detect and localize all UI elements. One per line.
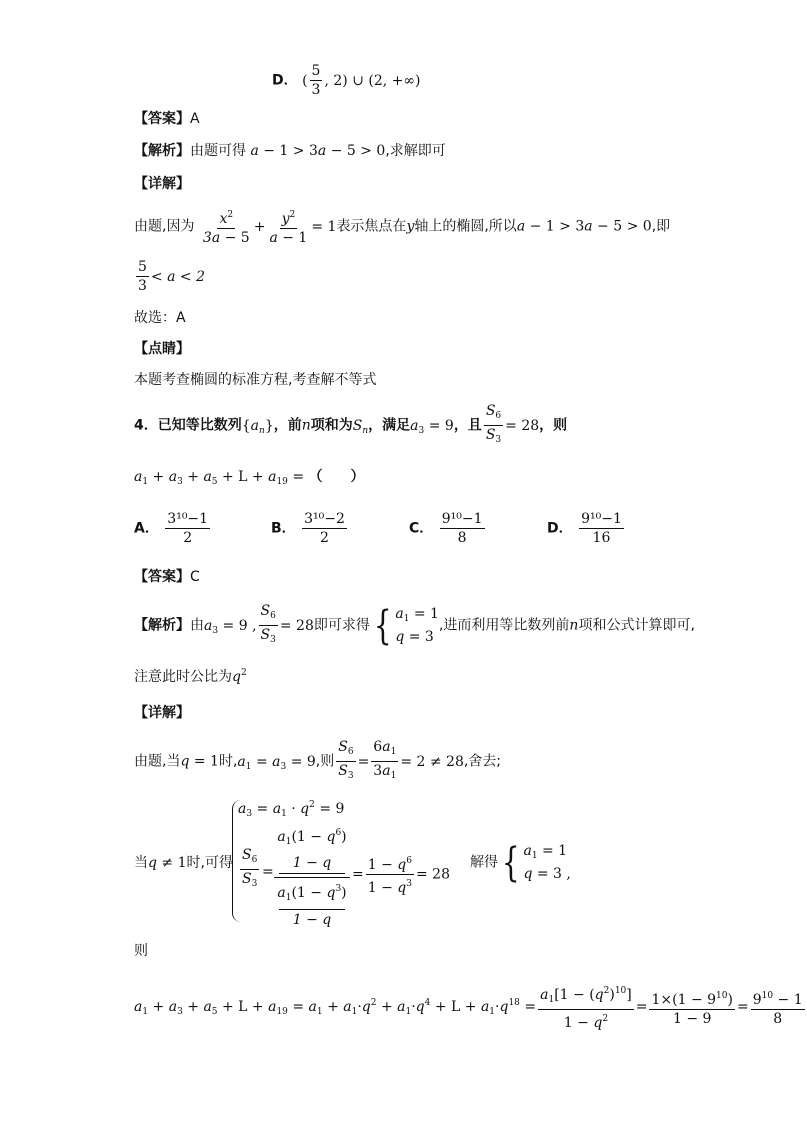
q4-stem xyxy=(134,402,567,449)
sn-var: $S_n$ xyxy=(352,417,369,436)
analysis-text-2: ,求解即可 xyxy=(385,143,446,159)
option-label: D． xyxy=(547,520,573,537)
question-number: 4． xyxy=(134,417,158,434)
stem-text: ，且 xyxy=(453,417,482,434)
stem-text: ，满足 xyxy=(368,417,411,434)
option-den: 2 xyxy=(320,530,329,546)
q4-detail-line1 xyxy=(134,738,501,785)
q4-analysis-line2 xyxy=(134,666,247,686)
answer-value: C xyxy=(190,569,200,585)
solution-system: { $a_1 = 1$ q = 3 , xyxy=(501,839,571,886)
detail-text: 时, xyxy=(218,753,238,770)
detail-text: 由题,因为 xyxy=(134,218,195,235)
option-num: 3¹⁰−2 xyxy=(304,511,345,527)
answer-value: A xyxy=(190,111,200,127)
q4-option-b xyxy=(271,510,349,547)
option-label: A． xyxy=(134,520,159,537)
seq-math: $\{a_n\}$ xyxy=(241,417,274,436)
compound-fraction: = $a_1(1 - q^6)$ 1 − q $a_1(1 - q^3)$ 1 − q xyxy=(268,822,350,930)
n-var: n xyxy=(301,417,311,434)
n-var: n xyxy=(569,617,579,634)
result-text: < a < 2 xyxy=(150,268,205,285)
q4-stem-line2 xyxy=(134,466,365,487)
q4-answer xyxy=(134,566,200,586)
inequality-math: a − 1 > 3a − 5 > 0 xyxy=(250,143,386,159)
ratio-check: $\frac{S_6}{S_3}$ = $\frac{6a_1}{3a_1}$ = 2 ≠ 28 xyxy=(338,739,464,781)
option-den: 8 xyxy=(457,530,467,546)
system-line-1: $a_3 = a_1 \cdot q^2 = 9$ xyxy=(238,800,345,819)
stem-text: 项和为 xyxy=(310,417,353,434)
final-computation: $a_1 + a_3 + a_5 + L + a_{19} = a_1 + a_1\cdot q^2 + a_1\cdot q^4 + L + a_1\cdot q^{18}$ = $\frac{a_1[1 - (q^2)^{10}]}{1 - q^2}$ = $\frac{1\times(1 - 9^{10})}{1 - 9}$ = $\frac{9^{10} - 1}{8}$ xyxy=(134,982,807,1032)
analysis-text: 由题可得 xyxy=(190,143,246,159)
analysis-text: 项和公式计算即可, xyxy=(578,617,695,634)
detail-tag: 【详解】 xyxy=(134,176,190,192)
stem-paren: （ ） xyxy=(308,469,365,485)
analysis-text: ,进而利用等比数列前 xyxy=(438,617,570,634)
option-label: B． xyxy=(271,520,296,537)
detail-tag: 【详解】 xyxy=(134,705,190,721)
axis-var: y xyxy=(406,218,415,235)
q4-detail-line2-label xyxy=(134,852,233,872)
simplified-ratio: = $\frac{1 - q^6}{1 - q^3}$ = 28 xyxy=(352,852,450,897)
analysis-text: 注意此时公比为 xyxy=(134,669,232,685)
detail-text: ,舍去; xyxy=(463,753,502,770)
stem-text: ，则 xyxy=(539,417,568,434)
q3-detail-tag xyxy=(134,173,190,193)
analysis-text: 由 xyxy=(190,617,204,634)
stem-text: 已知等比数列 xyxy=(157,417,242,434)
option-fraction xyxy=(440,510,485,547)
option-fraction xyxy=(302,510,347,547)
option-label: C． xyxy=(409,520,434,537)
then-text: 则 xyxy=(134,943,148,959)
sum-math: $a_1 + a_3 + a_5 + L + a_{19}$ = xyxy=(134,469,305,487)
analysis-tag: 【解析】 xyxy=(134,143,190,159)
answer-tag: 【答案】 xyxy=(134,569,190,585)
option-label: D． xyxy=(272,72,298,89)
detail-text: ,则 xyxy=(315,753,335,770)
q4-detail-tag xyxy=(134,702,190,722)
q-neq-1: q ≠ 1 xyxy=(148,855,187,871)
analysis-tag: 【解析】 xyxy=(134,617,190,634)
q3-result xyxy=(134,258,205,295)
result-math: $\frac{5}{3}$ < a < 2 xyxy=(138,259,205,294)
q4-option-a xyxy=(134,510,212,547)
q4-analysis xyxy=(134,602,695,649)
q4-then xyxy=(134,940,148,960)
q3-detail-line xyxy=(134,206,670,247)
detail-text: 时,可得 xyxy=(186,855,233,871)
q3-comment-tag xyxy=(134,338,190,358)
option-den: 2 xyxy=(183,530,193,546)
inequality-math: a − 1 > 3a − 5 > 0 xyxy=(516,218,652,235)
select-text: 故选：A xyxy=(134,310,186,326)
ellipse-equation: $\frac{x^2}{3a - 5}$ + $\frac{y^2}{a - 1}$ = 1 xyxy=(199,219,337,235)
option-fraction xyxy=(165,510,210,547)
comment-tag: 【点睛】 xyxy=(134,341,190,357)
ratio-math: $\frac{S_6}{S_3}$ = 28 xyxy=(485,403,540,445)
given-math: $a_3 = 9$ , $\frac{S_6}{S_3}$ = 28 xyxy=(204,603,314,645)
option-num: 3¹⁰−1 xyxy=(167,511,209,527)
detail-text: 轴上的椭圆,所以 xyxy=(414,218,517,235)
analysis-text: 即可求得 xyxy=(313,617,370,634)
stem-text: ，前 xyxy=(273,417,302,434)
option-fraction xyxy=(579,510,624,547)
comment-text: 本题考查椭圆的标准方程,考查解不等式 xyxy=(134,372,377,388)
detail-text: 当 xyxy=(134,855,148,871)
q3-select xyxy=(134,307,186,327)
q4-option-d xyxy=(547,510,626,547)
q-eq-1: q = 1 xyxy=(180,753,219,770)
solution-system: { $a_1 = 1$ q = 3 xyxy=(373,602,439,649)
option-den: 16 xyxy=(592,530,611,546)
q3-comment xyxy=(134,369,376,389)
q3-answer xyxy=(134,108,200,128)
system-solution xyxy=(470,839,571,886)
detail-text: 表示焦点在 xyxy=(336,218,407,235)
answer-tag: 【答案】 xyxy=(134,111,190,127)
option-num: 9¹⁰−1 xyxy=(581,511,622,527)
q3-option-d xyxy=(272,62,421,99)
detail-text: 由题,当 xyxy=(134,753,181,770)
detail-text: ,即 xyxy=(651,218,671,235)
q4-option-c xyxy=(409,510,487,547)
q3-analysis xyxy=(134,140,446,160)
a3-math: $a_3 = 9$ xyxy=(410,417,454,436)
a1-eq-a3: $a_1 = a_3 = 9$ xyxy=(237,753,316,772)
system-line-2: $\frac{S_6}{S_3}$ xyxy=(242,847,258,889)
detail-text: 解得 xyxy=(470,854,498,871)
ratio-var: $q^2$ xyxy=(232,668,247,685)
option-d-math: ( $\frac{5}{3}$ , 2) ∪ (2, +∞) xyxy=(302,63,421,98)
option-num: 9¹⁰−1 xyxy=(441,511,483,527)
